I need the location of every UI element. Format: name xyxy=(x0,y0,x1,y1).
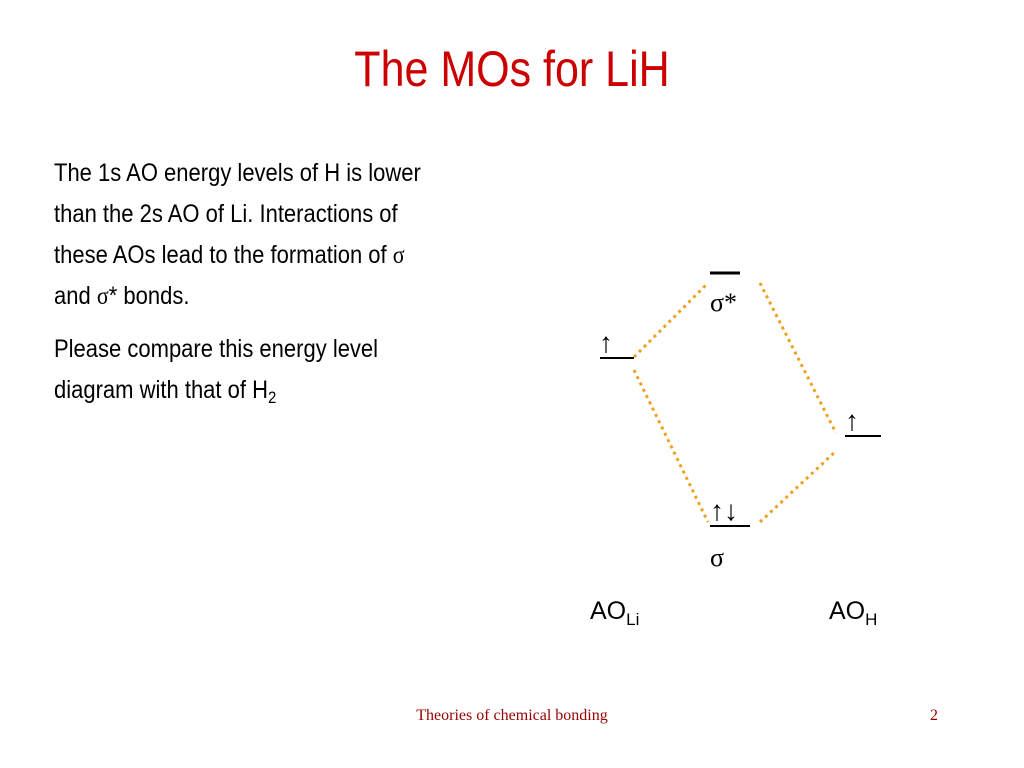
h2-subscript: 2 xyxy=(267,388,277,407)
para2-line2: diagram with that of H xyxy=(54,376,268,404)
para1-line3: these AOs lead to the formation of xyxy=(54,241,393,269)
h-electron-arrow: ↑ xyxy=(845,406,859,437)
page-number: 2 xyxy=(930,707,938,724)
footer-title: Theories of chemical bonding xyxy=(416,707,608,724)
sigma-to-h-line xyxy=(760,451,836,522)
li-to-sigma-star-line xyxy=(634,283,708,357)
sigma-electron-arrows: ↑↓ xyxy=(710,496,738,527)
sigma-star-label: σ* xyxy=(710,288,738,317)
sigma-star-symbol: σ xyxy=(96,283,109,310)
li-to-sigma-line xyxy=(634,370,708,522)
para1-line4-post: * bonds. xyxy=(108,282,190,310)
para1-line4-pre: and xyxy=(54,282,97,310)
sigma-star-to-h-line xyxy=(760,283,836,433)
slide-title: The MOs for LiH xyxy=(354,41,670,97)
li-electron-arrow: ↑ xyxy=(599,328,613,359)
ao-li-label: $AO_{Li}$ xyxy=(590,597,640,629)
para1-line2: than the 2s AO of Li. Interactions of xyxy=(54,200,398,228)
para2-line1: Please compare this energy level xyxy=(54,335,379,363)
correlation-lines xyxy=(634,283,836,522)
para1-line1: The 1s AO energy levels of H is lower xyxy=(54,159,421,187)
ao-h-label: $AO_H$ xyxy=(829,597,878,629)
sigma-symbol: σ xyxy=(392,242,405,269)
sigma-label: σ xyxy=(710,543,725,572)
